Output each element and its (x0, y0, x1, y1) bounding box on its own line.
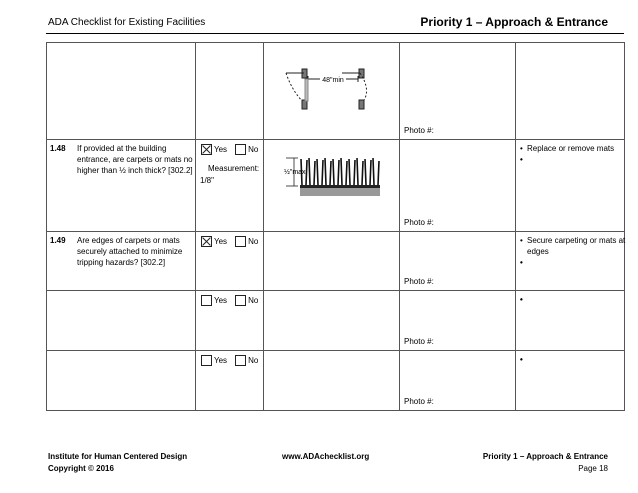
mat-thickness-diagram (264, 140, 400, 210)
no-label: No (248, 145, 259, 154)
photo-label: Photo #: (404, 126, 434, 135)
fix-item: • Replace or remove mats (520, 143, 628, 154)
yes-checkbox[interactable] (201, 295, 212, 306)
footer-org: Institute for Human Centered Design (48, 452, 188, 461)
item-question: Are edges of carpets or mats securely attached to minimize tripping hazards? [302.2] (77, 236, 183, 267)
page-number: Page 18 (578, 464, 608, 473)
max-height-label: ½"max (284, 169, 306, 176)
measurement-value[interactable]: 1/8" (200, 176, 214, 185)
no-label: No (248, 296, 259, 305)
fix-list (520, 235, 628, 257)
footer-copyright: Copyright © 2016 (48, 464, 114, 473)
yes-label: Yes (214, 145, 228, 154)
fix-list (520, 143, 628, 154)
no-checkbox[interactable] (235, 355, 246, 366)
table-row (47, 140, 625, 232)
table-row (47, 291, 625, 351)
header-title: ADA Checklist for Existing Facilities (48, 17, 206, 28)
no-checkbox[interactable] (235, 144, 246, 155)
yes-checkbox[interactable] (201, 144, 212, 155)
door-clearance-diagram (264, 43, 400, 136)
no-checkbox[interactable] (235, 295, 246, 306)
photo-label: Photo #: (404, 277, 434, 286)
yes-label: Yes (214, 356, 228, 365)
item-question: If provided at the building entrance, are carpets or mats no higher than ½ inch thick? [302.2] (77, 144, 193, 175)
table-row (47, 43, 625, 140)
yes-no-group (201, 295, 266, 306)
no-label: No (248, 356, 259, 365)
fix-item: • Secure carpeting or mats at edges (520, 235, 628, 257)
clearance-label: 48"min (322, 77, 344, 84)
photo-label: Photo #: (404, 337, 434, 346)
yes-no-group (201, 236, 266, 247)
photo-label: Photo #: (404, 218, 434, 227)
table-row (47, 351, 625, 411)
footer-url[interactable]: www.ADAchecklist.org (282, 452, 370, 461)
header-section: Priority 1 – Approach & Entrance (420, 15, 608, 29)
yes-checkbox[interactable] (201, 355, 212, 366)
yes-label: Yes (214, 296, 228, 305)
item-number: 1.49 (50, 236, 66, 245)
header-divider (46, 33, 624, 34)
no-label: No (248, 237, 259, 246)
measurement (200, 163, 259, 187)
yes-no-group (201, 144, 266, 155)
no-checkbox[interactable] (235, 236, 246, 247)
item-number: 1.48 (50, 144, 66, 153)
measurement-label: Measurement: (208, 164, 260, 173)
table-row (47, 232, 625, 291)
footer-section: Priority 1 – Approach & Entrance (482, 452, 608, 461)
yes-no-group (201, 355, 266, 366)
yes-label: Yes (214, 237, 228, 246)
checklist-table (46, 42, 625, 411)
yes-checkbox[interactable] (201, 236, 212, 247)
photo-label: Photo #: (404, 397, 434, 406)
